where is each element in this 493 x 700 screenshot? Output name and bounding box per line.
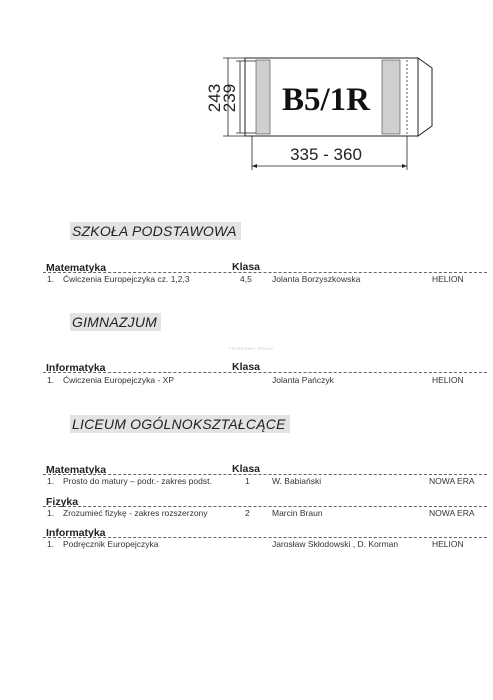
item-number: 1. bbox=[47, 508, 55, 518]
item-publisher: NOWA ERA bbox=[429, 508, 475, 518]
row-separator bbox=[43, 537, 487, 538]
item-author: Jarosław Skłodowski , D. Korman bbox=[272, 539, 399, 549]
book-cover-diagram bbox=[190, 48, 460, 178]
item-klasa: 4,5 bbox=[240, 274, 252, 284]
item-publisher: NOWA ERA bbox=[429, 476, 475, 486]
item-title: Ćwiczenia Europejczyka cz. 1,2,3 bbox=[63, 274, 190, 284]
cover-tab bbox=[418, 58, 432, 136]
column-header-klasa: Klasa bbox=[232, 463, 261, 475]
subject-informatyka: Informatyka bbox=[46, 362, 106, 374]
section-title-liceum: LICEUM OGÓLNOKSZTAŁCĄCE bbox=[70, 415, 290, 433]
cover-right-flap bbox=[382, 60, 400, 134]
section-title-gimnazjum: GIMNAZJUM bbox=[70, 313, 161, 331]
dim-arrow-right bbox=[402, 164, 407, 168]
item-number: 1. bbox=[47, 476, 55, 486]
subject-matematyka: Matematyka bbox=[46, 464, 107, 476]
item-author: W. Babiański bbox=[272, 476, 322, 486]
item-klasa: 2 bbox=[245, 508, 250, 518]
height-inner-label: 239 bbox=[220, 83, 239, 113]
item-author: Jolanta Borzyszkowska bbox=[272, 274, 361, 284]
list-item bbox=[43, 274, 487, 286]
item-title: Zrozumieć fizykę - zakres rozszerzony bbox=[63, 508, 208, 518]
item-publisher: HELION bbox=[432, 539, 464, 549]
item-klasa: 1 bbox=[245, 476, 250, 486]
dim-arrow-left bbox=[252, 164, 257, 168]
row-separator bbox=[43, 506, 487, 507]
section-title-szkola-podstawowa: SZKOŁA PODSTAWOWA bbox=[70, 222, 241, 240]
subject-matematyka: Matematyka bbox=[46, 262, 107, 274]
width-range-label: 335 - 360 bbox=[290, 145, 362, 164]
subject-informatyka: Informatyka bbox=[46, 527, 106, 539]
item-title: Podręcznik Europejczyka bbox=[63, 539, 159, 549]
item-title: Prosto do matury – podr.- zakres podst. bbox=[63, 476, 212, 486]
item-number: 1. bbox=[47, 274, 55, 284]
list-item bbox=[43, 508, 487, 520]
list-item bbox=[43, 476, 487, 488]
faint-stamp-text: PRZEPISANY SPIRAĆ bbox=[229, 346, 274, 351]
row-separator bbox=[43, 474, 487, 475]
height-outer-label: 243 bbox=[205, 83, 224, 113]
list-item bbox=[43, 539, 487, 551]
row-separator bbox=[43, 272, 487, 273]
row-separator bbox=[43, 372, 487, 373]
list-item bbox=[43, 375, 487, 387]
item-number: 1. bbox=[47, 539, 55, 549]
item-author: Jolanta Pańczyk bbox=[272, 375, 334, 385]
column-header-klasa: Klasa bbox=[232, 261, 261, 273]
column-header-klasa: Klasa bbox=[232, 361, 261, 373]
item-publisher: HELION bbox=[432, 274, 464, 284]
item-publisher: HELION bbox=[432, 375, 464, 385]
subject-fizyka: Fizyka bbox=[46, 496, 79, 508]
item-number: 1. bbox=[47, 375, 55, 385]
item-title: Ćwiczenia Europejczyka - XP bbox=[63, 375, 175, 385]
cover-model-label: B5/1R bbox=[281, 82, 371, 118]
item-author: Marcin Braun bbox=[272, 508, 323, 518]
cover-left-flap bbox=[256, 60, 270, 134]
